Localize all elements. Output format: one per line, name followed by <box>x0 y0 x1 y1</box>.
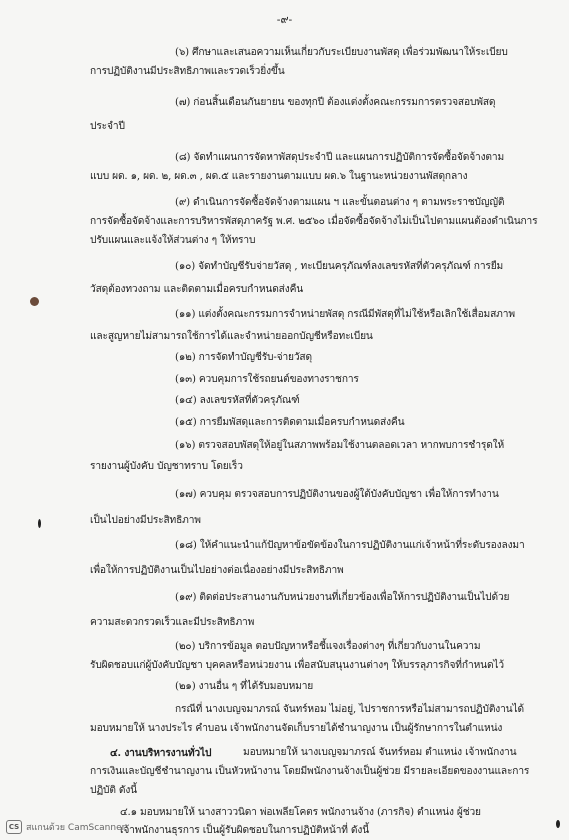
punch-hole-mark <box>30 297 39 306</box>
text-line: มอบหมายให้ นางเบญจมาภรณ์ จันทร์หอม ตำแหน่ง เจ้าพนักงาน <box>243 747 517 758</box>
text-line: เป็นไปอย่างมีประสิทธิภาพ <box>90 515 201 526</box>
text-line: กรณีที่ นางเบญจมาภรณ์ จันทร์หอม ไม่อยู่, ไปราชการหรือไม่สามารถปฏิบัติงานได้ <box>175 704 524 715</box>
text-line: ปฏิบัติ ดังนี้ <box>90 785 137 796</box>
scanner-watermark <box>6 820 125 834</box>
text-line: (๖) ศึกษาและเสนอความเห็นเกี่ยวกับระเบียบงานพัสดุ เพื่อร่วมพัฒนาให้ระเบียบ <box>175 47 508 58</box>
page-number: -๙- <box>276 13 293 26</box>
text-line: (๑๖) ตรวจสอบพัสดุให้อยู่ในสภาพพร้อมใช้งานตลอดเวลา หากพบการชำรุดให้ <box>175 440 505 451</box>
text-line: วัสดุต้องทวงถาม และติดตามเมื่อครบกำหนดส่งคืน <box>90 284 304 295</box>
text-line: (๘) จัดทำแผนการจัดหาพัสดุประจำปี และแผนการปฏิบัติการจัดซื้อจัดจ้างตาม <box>175 152 505 163</box>
text-line: (๑๒) การจัดทำบัญชีรับ-จ่ายวัสดุ <box>175 352 312 363</box>
text-line: เพื่อให้การปฏิบัติงานเป็นไปอย่างต่อเนื่องอย่างมีประสิทธิภาพ <box>90 565 344 576</box>
text-line: (๗) ก่อนสิ้นเดือนกันยายน ของทุกปี ต้องแต่งตั้งคณะกรรมการตรวจสอบพัสดุ <box>175 97 496 108</box>
text-line: (๑๔) ลงเลขรหัสที่ตัวครุภัณฑ์ <box>175 395 300 406</box>
text-line: (๑๙) ติดต่อประสานงานกับหน่วยงานที่เกี่ยวข้องเพื่อให้การปฏิบัติงานเป็นไปด้วย <box>175 592 510 603</box>
text-line: เจ้าพนักงานธุรการ เป็นผู้รับผิดชอบในการปฏิบัติหน้าที่ ดังนี้ <box>120 825 370 836</box>
text-line: ปรับแผนและแจ้งให้ส่วนต่าง ๆ ให้ทราบ <box>90 235 256 246</box>
punch-hole-mark <box>556 820 560 828</box>
text-line: (๙) ดำเนินการจัดซื้อจัดจ้างตามแผน ฯ และขั้นตอนต่าง ๆ ตามพระราชบัญญัติ <box>175 197 505 208</box>
text-line: (๑๓) ควบคุมการใช้รถยนต์ของทางราชการ <box>175 374 359 385</box>
text-line: (๑๕) การยืมพัสดุและการติดตามเมื่อครบกำหนดส่งคืน <box>175 417 405 428</box>
scanner-watermark-text: สแกนด้วย CamScanner <box>26 823 126 833</box>
text-line: ความสะดวกรวดเร็วและมีประสิทธิภาพ <box>90 617 255 628</box>
punch-hole-mark <box>38 519 41 528</box>
text-line: (๒๐) บริการข้อมูล ตอบปัญหาหรือชี้แจงเรื่องต่างๆ ที่เกี่ยวกับงานในความ <box>175 641 481 652</box>
camscanner-logo-icon: CS <box>6 820 22 834</box>
text-line: มอบหมายให้ นางประไร คำบอน เจ้าพนักงานจัดเก็บรายได้ชำนาญงาน เป็นผู้รักษาการในตำแหน่ง <box>90 723 503 734</box>
text-line: การเงินและบัญชีชำนาญงาน เป็นหัวหน้างาน โดยมีพนักงานจ้างเป็นผู้ช่วย มีรายละเอียดของงานและการ <box>90 766 530 777</box>
text-line: (๑๑) แต่งตั้งคณะกรรมการจำหน่ายพัสดุ กรณีมีพัสดุที่ไม่ใช้หรือเลิกใช้เสื่อมสภาพ <box>175 309 515 320</box>
text-line: การจัดซื้อจัดจ้างและการบริหารพัสดุภาครัฐ พ.ศ. ๒๕๖๐ เมื่อจัดซื้อจัดจ้างไม่เป็นไปตามแผนต้องดำเนินการ <box>90 216 538 227</box>
section-heading: ๔. งานบริหารงานทั่วไป <box>110 747 212 759</box>
text-line: (๑๘) ให้คำแนะนำแก้ปัญหาข้อขัดข้องในการปฏิบัติงานแก่เจ้าหน้าที่ระดับรองลงมา <box>175 540 525 551</box>
text-line: แบบ ผด. ๑, ผด. ๒, ผด.๓ , ผด.๕ และรายงานตามแบบ ผด.๖ ในฐานะหน่วยงานพัสดุกลาง <box>90 171 468 182</box>
text-line: (๒๑) งานอื่น ๆ ที่ได้รับมอบหมาย <box>175 681 314 692</box>
text-line: รับผิดชอบแก่ผู้บังคับบัญชา บุคคลหรือหน่วยงาน เพื่อสนับสนุนงานต่างๆ ให้บรรลุภารกิจที่กำหนดไว้ <box>90 660 504 671</box>
text-line: และสูญหายไม่สามารถใช้การได้และจำหน่ายออกบัญชีหรือทะเบียน <box>90 331 373 342</box>
text-line: การปฏิบัติงานมีประสิทธิภาพและรวดเร็วยิ่งขึ้น <box>90 66 285 77</box>
text-line: (๑๗) ควบคุม ตรวจสอบการปฏิบัติงานของผู้ใต้บังคับบัญชา เพื่อให้การทำงาน <box>175 489 499 500</box>
text-line: ๔.๑ มอบหมายให้ นางสาววนิดา พ่อเพลียโคตร พนักงานจ้าง (ภารกิจ) ตำแหน่ง ผู้ช่วย <box>120 807 481 818</box>
text-line: ประจำปี <box>90 121 125 132</box>
text-line: รายงานผู้บังคับ บัญชาทราบ โดยเร็ว <box>90 461 243 472</box>
text-line: (๑๐) จัดทำบัญชีรับจ่ายวัสดุ , ทะเบียนครุภัณฑ์ลงเลขรหัสที่ตัวครุภัณฑ์ การยืม <box>175 261 504 272</box>
